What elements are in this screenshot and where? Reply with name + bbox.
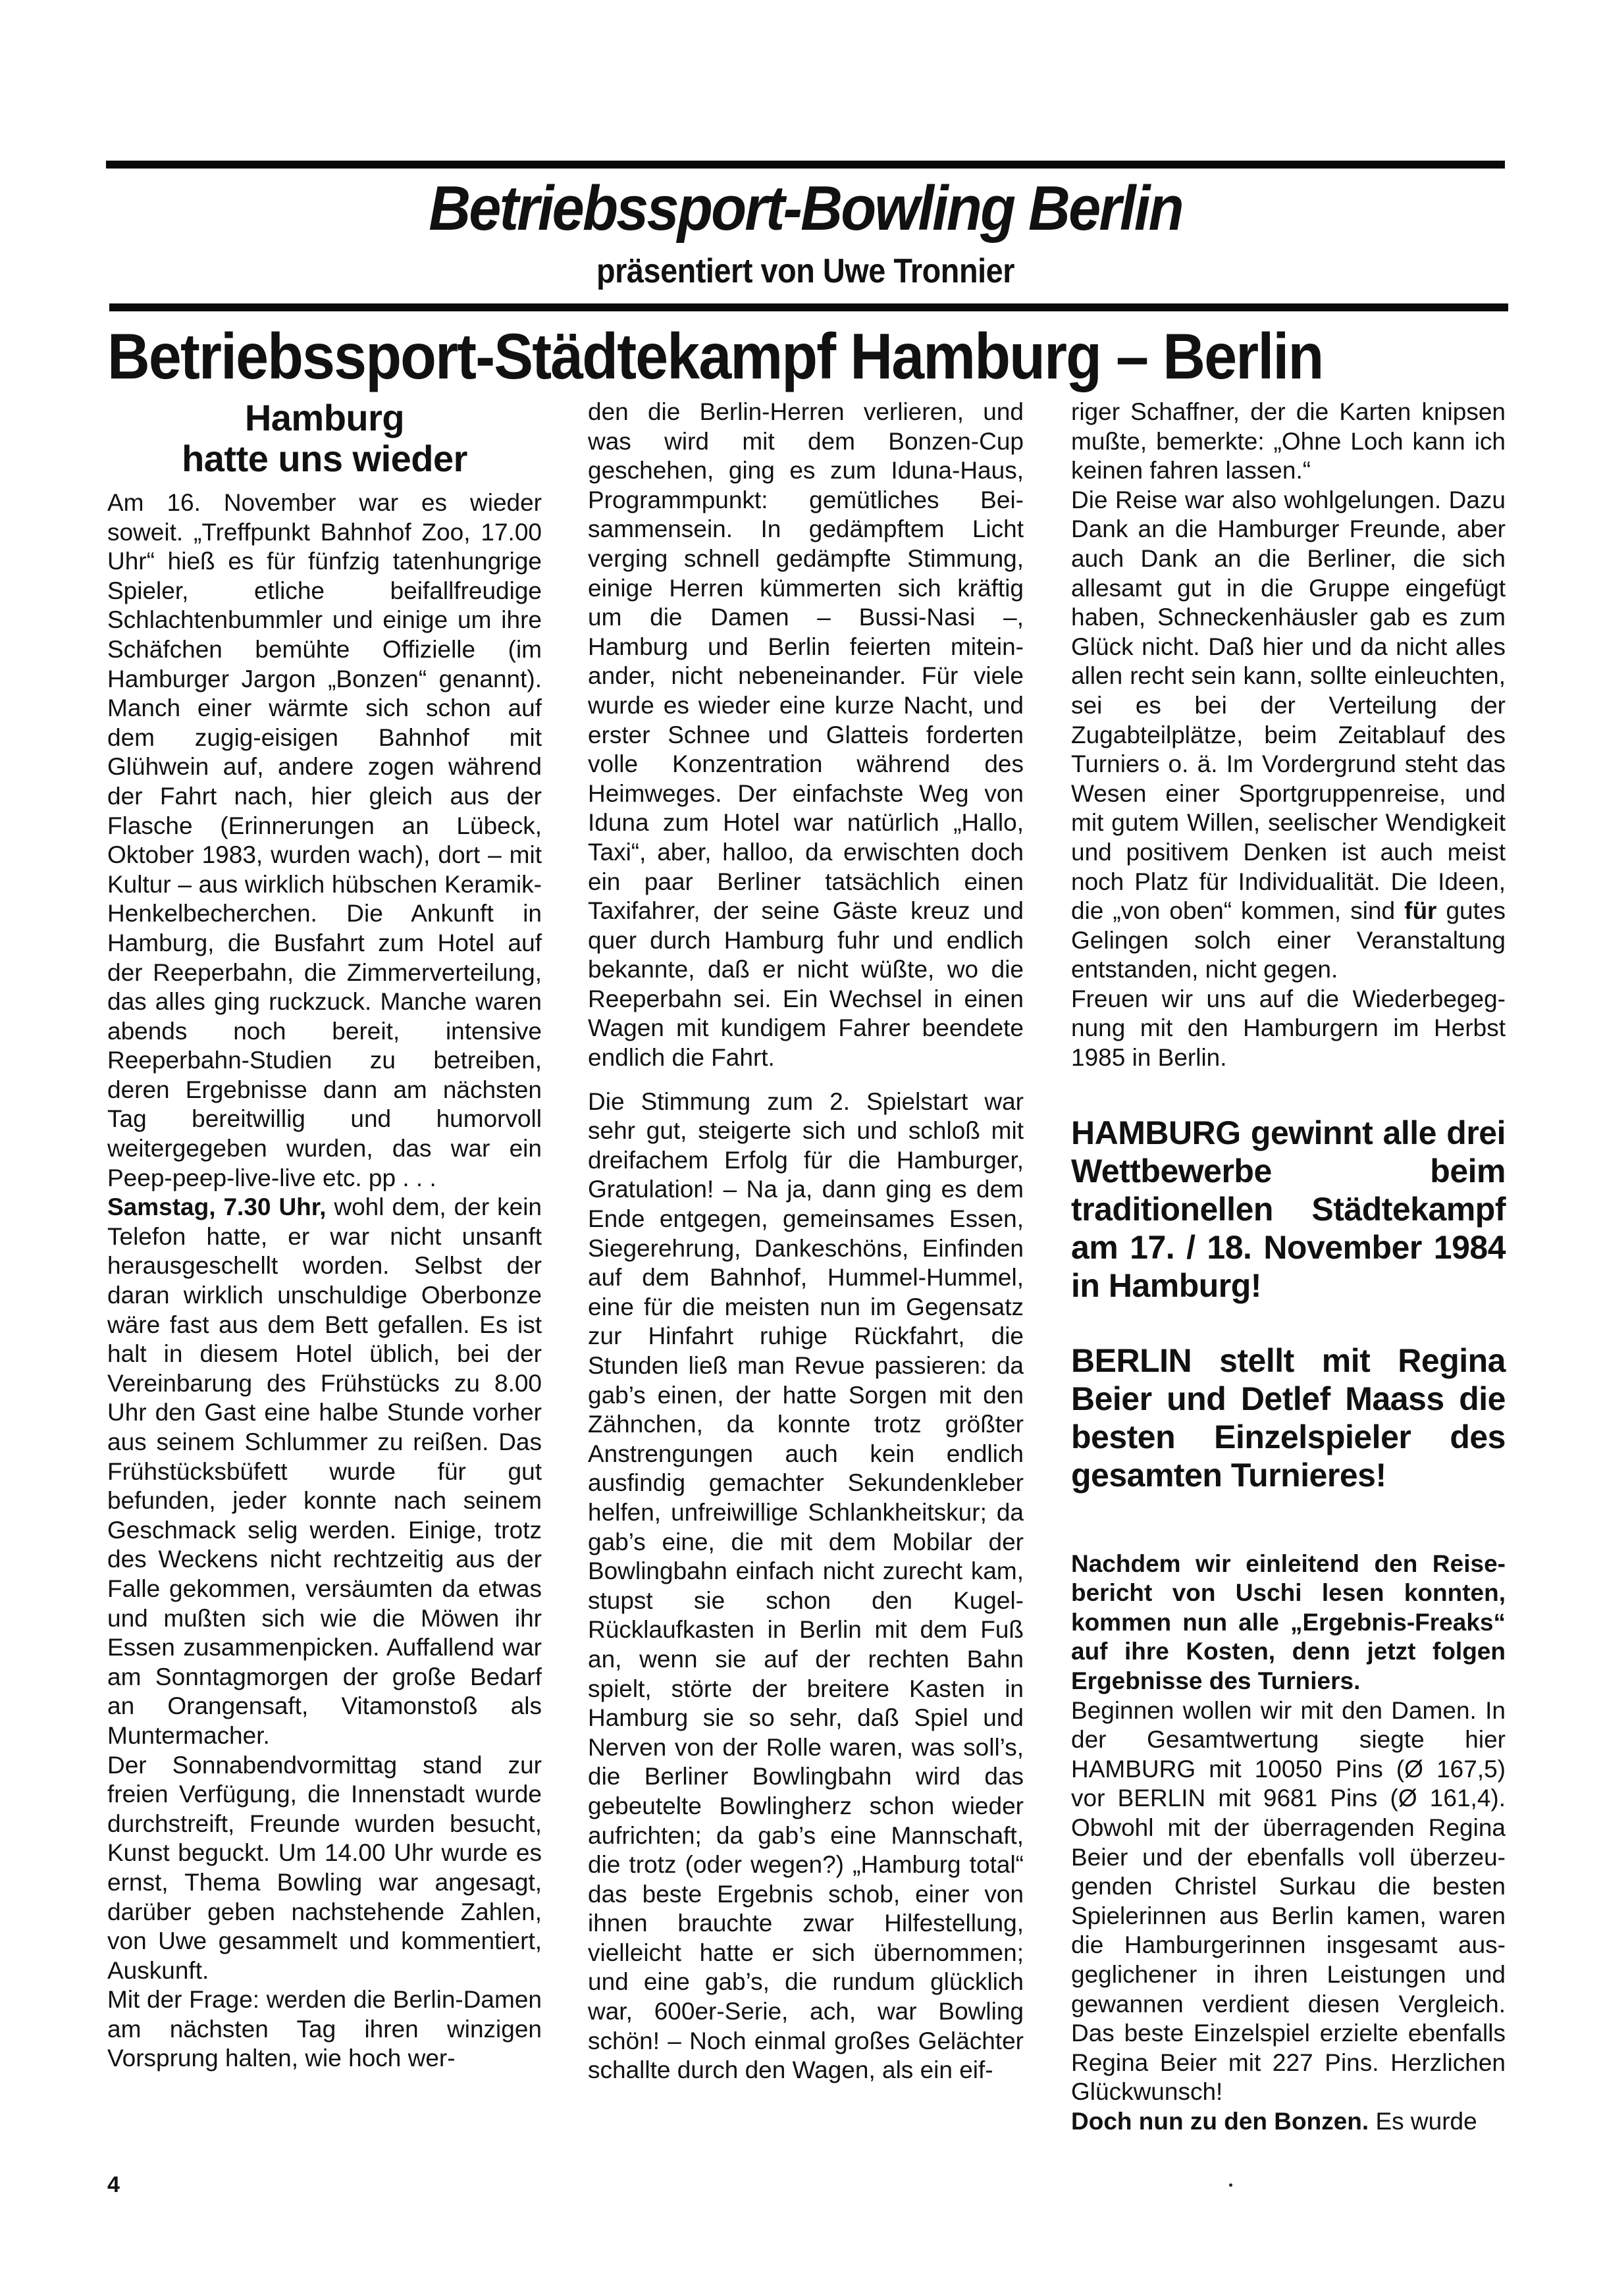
page-number: 4 [107, 2172, 120, 2197]
article-column-2 [588, 398, 1024, 2085]
paragraph: Mit der Frage: werden die Berlin-Damen am nächsten Tag ihren winzigen Vorsprung halten, wie hoch wer- [107, 1986, 542, 2072]
page-headline: Betriebssport-Städtekampf Hamburg – Berlin [107, 320, 1323, 392]
article-subhead [107, 398, 542, 479]
paragraph: Am 16. November war es wieder soweit. „Treffpunkt Bahnhof Zoo, 17.00 Uhr“ hieß es für fünfzig tatenhungrige Spieler, etliche beifallfreudige Schlachtenbummler und einige um ihre Schäfchen bemühte Offizielle (im Hamburger Jargon „Bonzen“ genannt). Manch einer wärmte sich schon auf dem zugig-eisigen Bahnhof mit Glühwein auf, andere zogen während der Fahrt nach, hier gleich aus der Flasche (Erinnerungen an Lübeck, Oktober 1983, wurden wach), dort – mit Kultur – aus wirklich hübschen Keramik-Henkelbecherchen. Die Ankunft in Hamburg, die Busfahrt zum Hotel auf der Reeperbahn, die Zimmerverteilung, das alles ging ruckzuck. Manche waren abends noch bereit, intensive Reeperbahn-Studien zu betreiben, deren Ergebnisse dann am nächsten Tag bereitwillig und humorvoll weitergegeben wurden, das war ein Peep-peep-live-live etc. pp . . . [107, 489, 542, 1191]
results-headline-berlin: BERLIN stellt mit Regina Beier und Detlef Maass die besten Einzelspieler des gesamten Turnieres! [1071, 1342, 1506, 1494]
results-headline-hamburg: HAMBURG gewinnt alle drei Wettbewerbe beim traditionellen Städtekampf am 17. / 18. November 1984 in Hamburg! [1071, 1114, 1506, 1304]
top-rule [106, 161, 1505, 169]
paragraph: Samstag, 7.30 Uhr, wohl dem, der kein Telefon hatte, er war nicht unsanft herausgeschellt worden. Selbst der daran wirklich unschuldige Oberbonze wäre fast aus dem Bett gefallen. Es ist halt in diesem Hotel üblich, bei der Vereinbarung des Frühstücks zu 8.00 Uhr den Gast eine halbe Stunde vorher aus seinem Schlummer zu reißen. Das Frühstücksbüfett wurde für gut befunden, jeder konnte nach seinem Geschmack selig werden. Einige, trotz des Weckens nicht rechtzeitig aus der Falle gekommen, versäumten da etwas und mußten sich wie die Möwen ihr Essen zusammenpicken. Auffallend war am Sonntagmorgen der große Bedarf an Orangensaft, Vitamonstoß als Muntermacher. [107, 1193, 542, 1749]
paragraph-lead: Samstag, 7.30 Uhr, [107, 1193, 327, 1221]
subhead-line-2: hatte uns wieder [182, 438, 467, 479]
masthead-title: Betriebssport-Bowling Berlin [429, 173, 1182, 244]
paragraph: riger Schaffner, der die Karten knipsen mußte, bemerkte: „Ohne Loch kann ich keinen fahren lassen.“ [1071, 398, 1506, 484]
paragraph-lead: Doch nun zu den Bonzen. [1071, 2107, 1369, 2135]
emphasis: für [1404, 897, 1437, 925]
paragraph: Doch nun zu den Bonzen. Es wurde [1071, 2107, 1477, 2135]
subhead-line-1: Hamburg [244, 397, 405, 438]
paragraph: Die Reise war also wohlgelungen. Dazu Dank an die Hamburger Freunde, aber auch Dank an die Berliner, die sich allesamt gut in die Gruppe eingefügt haben, Schneckenhäusler gab es zum Glück nicht. Daß hier und da nicht alles allen recht sein kann, sollte einleuchten, sei es bei der Verteilung der Zugabteilplätze, beim Zeitablauf des Turniers o. ä. Im Vordergrund steht das Wesen einer Sportgruppenreise, und mit gutem Willen, seelischer Wendigkeit und positivem Denken ist auch meist noch Platz für Individualität. Die Ideen, die „von oben“ kommen, sind für gutes Gelingen solch einer Veranstaltung entstanden, nicht gegen. [1071, 486, 1506, 983]
article-column-1 [107, 398, 542, 2074]
results-intro: Nachdem wir einleitend den Reisebericht von Uschi lesen konnten, kommen nun alle „Ergebnis-Freaks“ auf ihre Kosten, denn jetzt folgen Ergebnisse des Turniers. [1071, 1550, 1506, 1695]
masthead-subtitle: präsentiert von Uwe Tronnier [596, 252, 1014, 290]
paragraph: Die Stimmung zum 2. Spielstart war sehr gut, steigerte sich und schloß mit dreifachem Erfolg für die Hamburger, Gratulation! – Na ja, dann ging es dem Ende entgegen, gemeinsames Essen, Siegerehrung, Dankeschöns, Einfinden auf dem Bahnhof, Hummel-Hummel, eine für die meisten nun im Gegensatz zur Hinfahrt ruhige Rückfahrt, die Stunden ließ man Revue passieren: da gab’s einen, der hatte Sorgen mit den Zähnchen, da konnte trotz größter Anstrengungen auch kein endlich ausfindig gemachter Sekundenkleber helfen, unfreiwillige Schlankheitskur; da gab’s eine, die mit dem Mobilar der Bowlingbahn einfach nicht zurecht kam, stupst sie schon den Kugel-Rücklaufkasten in Berlin mit dem Fuß an, wenn sie auf der rechten Bahn spielt, störte der breitere Kasten in Hamburg sie so sehr, daß Spiel und Nerven von der Rolle waren, was soll’s, die Berliner Bowlingbahn wird das gebeutelte Bowlingherz schon wieder aufrichten; da gab’s eine Mannschaft, die trotz (oder wegen?) „Hamburg total“ das beste Ergebnis schob, einer von ihnen brauchte zwar Hilfestellung, vielleicht hatte er sich übernommen; und eine gab’s, die rundum glücklich war, 600er-Serie, ach, war Bowling schön! – Noch einmal großes Gelächter schallte durch den Wagen, als ein eif- [588, 1087, 1024, 2084]
paragraph: Der Sonnabendvormittag stand zur freien Verfügung, die Innenstadt wurde durchstreift, Freunde wurden besucht, Kunst beguckt. Um 14.00 Uhr wurde es ernst, Thema Bowling war angesagt, darüber geben nachstehende Zahlen, von Uwe gesammelt und kommentiert, Auskunft. [107, 1751, 542, 1984]
paragraph: Freuen wir uns auf die Wiederbegegnung mit den Hamburgern im Herbst 1985 in Berlin. [1071, 985, 1506, 1072]
paragraph: den die Berlin-Herren verlieren, und was wird mit dem Bonzen-Cup geschehen, ging es zum Iduna-Haus, Programmpunkt: gemütliches Beisammensein. In gedämpftem Licht verging schnell gedämpfte Stimmung, einige Herren kümmerten sich kräftig um die Damen – Bussi-Nasi –, Hamburg und Berlin feierten miteinander, nicht nebeneinander. Für viele wurde es wieder eine kurze Nacht, und erster Schnee und Glatteis forderten volle Konzentration während des Heimweges. Der einfachste Weg von Iduna zum Hotel war natürlich „Hallo, Taxi“, aber, halloo, da erwischten doch ein paar Berliner tatsächlich einen Taxifahrer, der seine Gäste kreuz und quer durch Hamburg fuhr und endlich bekannte, daß er nicht wüßte, wo die Reeperbahn sei. Ein Wechsel in einen Wagen mit kundigem Fahrer beendete endlich die Fahrt. [588, 398, 1024, 1072]
paragraph: Beginnen wollen wir mit den Damen. In der Gesamtwertung siegte hier HAMBURG mit 10050 Pins (Ø 167,5) vor BERLIN mit 9681 Pins (Ø 161,4). Obwohl mit der überragenden Regina Beier und der ebenfalls voll überzeugenden Christel Surkau die besten Spielerinnen aus Berlin kamen, waren die Hamburgerinnen insgesamt ausgeglichener in ihren Leistungen und gewannen verdient diesen Vergleich. Das beste Einzelspiel erzielte ebenfalls Regina Beier mit 227 Pins. Herzlichen Glückwunsch! [1071, 1696, 1506, 2106]
middle-rule [109, 303, 1508, 311]
article-column-3 [1071, 398, 1506, 2137]
print-speck [1229, 2183, 1232, 2187]
